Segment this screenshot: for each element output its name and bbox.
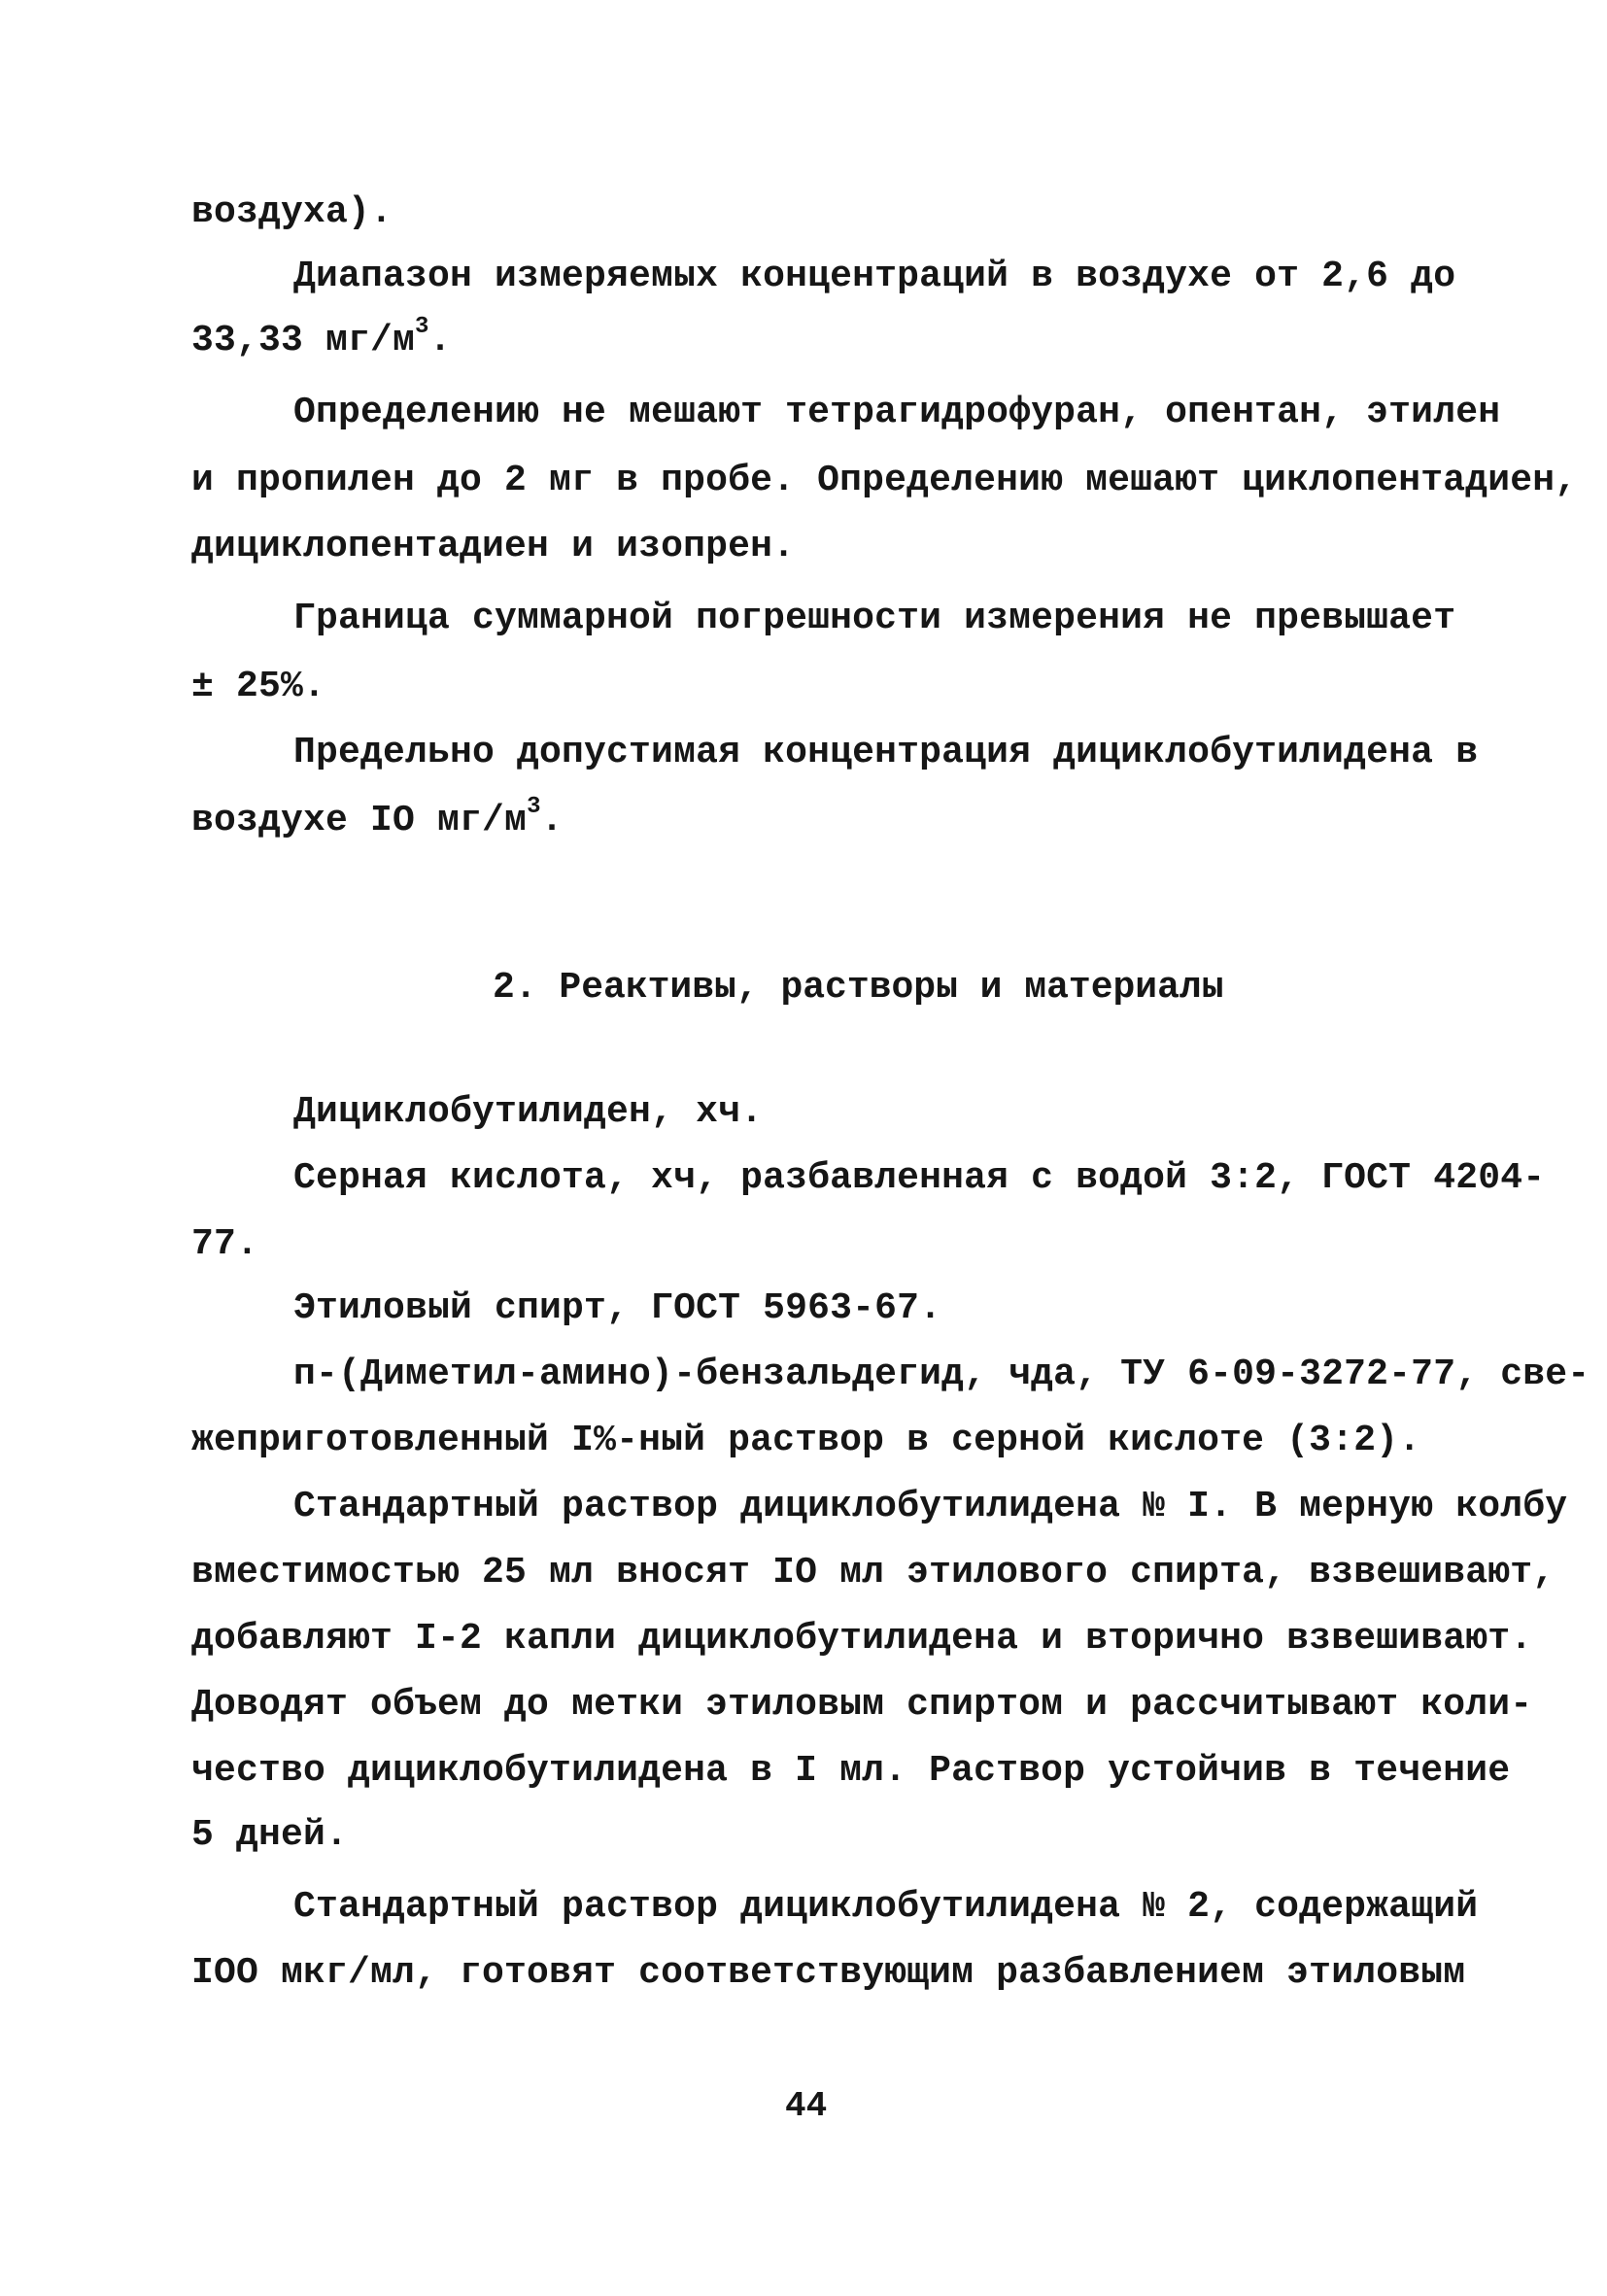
superscript: 3 — [527, 794, 541, 821]
superscript: 3 — [415, 314, 429, 341]
text-line-with-superscript — [191, 794, 564, 843]
text-line: воздуха). — [191, 191, 393, 233]
text-line: чество дициклобутилидена в I мл. Раствор устойчив в течение — [191, 1750, 1511, 1792]
text-line: и пропилен до 2 мг в пробе. Определению мешают циклопентадиен, — [191, 460, 1578, 501]
text-line-with-superscript — [191, 314, 452, 363]
text-line: Диапазон измеряемых концентраций в воздухе от 2,6 до — [293, 256, 1456, 297]
text-line: дициклопентадиен и изопрен. — [191, 526, 796, 567]
text-line: ± 25%. — [191, 666, 326, 707]
text-line: Серная кислота, хч, разбавленная с водой 3:2, ГОСТ 4204- — [293, 1157, 1546, 1199]
text-line: Предельно допустимая концентрация дициклобутилидена в — [293, 732, 1479, 773]
text-line: добавляют I-2 капли дициклобутилидена и вторично взвешивают. — [191, 1618, 1533, 1660]
text-segment: 33,33 мг/м — [191, 320, 416, 361]
text-line: 5 дней. — [191, 1814, 349, 1856]
section-heading: 2. Реактивы, растворы и материалы — [493, 967, 1224, 1009]
page-number: 44 — [785, 2086, 828, 2126]
text-line: Стандартный раствор дициклобутилидена № 2, содержащий — [293, 1886, 1479, 1928]
text-segment: воздухе IO мг/м — [191, 800, 528, 841]
text-line: IOO мкг/мл, готовят соответствующим разбавлением этиловым — [191, 1952, 1466, 1994]
text-line: вместимостью 25 мл вносят IO мл этилового спирта, взвешивают, — [191, 1552, 1556, 1593]
text-segment: . — [428, 320, 452, 361]
text-line: 77. — [191, 1223, 259, 1265]
text-line: Граница суммарной погрешности измерения не превышает — [293, 598, 1456, 639]
text-segment: . — [540, 800, 564, 841]
text-line: п-(Диметил-амино)-бензальдегид, чда, ТУ 6-09-3272-77, све- — [293, 1354, 1590, 1395]
text-line: Доводят объем до метки этиловым спиртом и рассчитывают коли- — [191, 1684, 1533, 1726]
text-line: жеприготовленный I%-ный раствор в серной кислоте (3:2). — [191, 1420, 1421, 1461]
text-line: Дициклобутилиден, хч. — [293, 1091, 764, 1133]
text-line: Этиловый спирт, ГОСТ 5963-67. — [293, 1287, 942, 1329]
text-line: Определению не мешают тетрагидрофуран, опентан, этилен — [293, 392, 1501, 433]
text-line: Стандартный раствор дициклобутилидена № I. В мерную колбу — [293, 1486, 1568, 1527]
